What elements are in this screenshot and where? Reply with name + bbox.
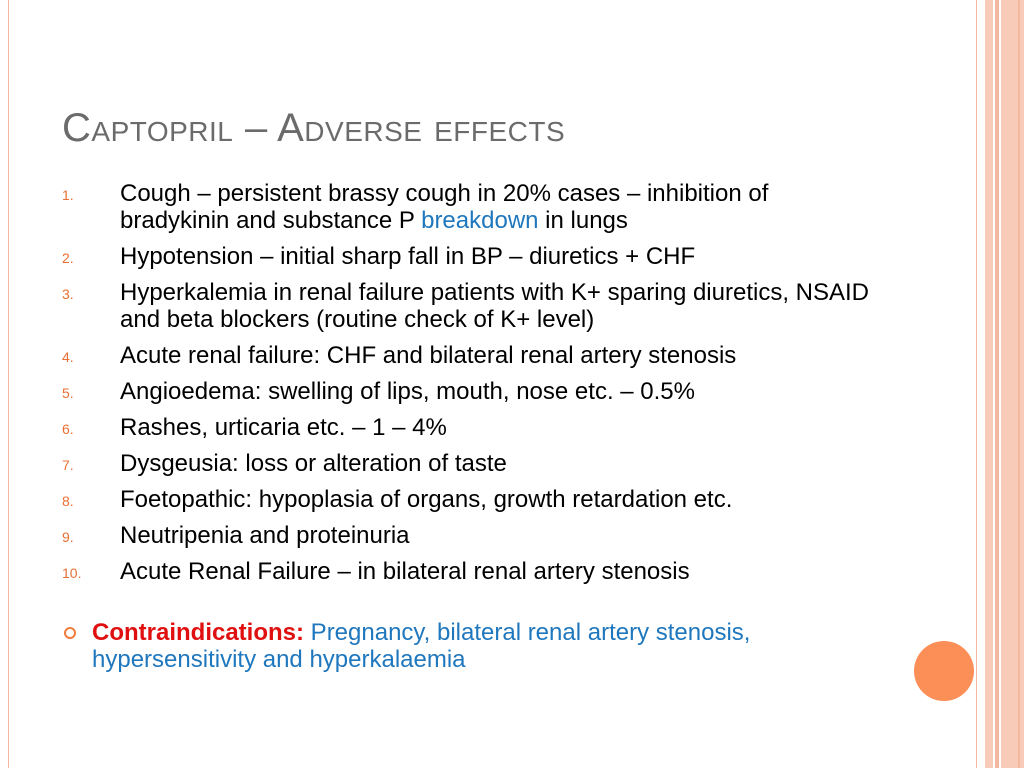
item-text: in lungs [538, 207, 628, 234]
list-item [62, 243, 882, 270]
contraindications-label: Contraindications: [92, 619, 305, 646]
right-decorative-band [1018, 0, 1020, 768]
list-number: 9. [62, 529, 74, 545]
contraindications-bullet [62, 619, 912, 673]
list-item [62, 414, 882, 441]
list-item [62, 378, 882, 405]
orange-circle-decoration [914, 641, 974, 701]
list-number: 10. [62, 565, 82, 581]
item-text: Angioedema: swelling of lips, mouth, nose etc. – 0.5% [120, 378, 695, 405]
list-number: 8. [62, 493, 74, 509]
highlighted-word: breakdown [421, 207, 539, 234]
list-number: 2. [62, 250, 74, 266]
item-text: Hyperkalemia in renal failure patients with K+ sparing diuretics, NSAID and beta blockers (routine check of K+ level) [120, 279, 870, 333]
item-text: Cough – persistent brassy cough in 20% cases – inhibition of bradykinin and substance P [120, 180, 769, 234]
right-decorative-band [995, 0, 999, 768]
contraindications-text: Pregnancy, bilateral renal artery stenosis, hypersensitivity and hyperkalaemia [92, 619, 751, 673]
list-item [62, 450, 882, 477]
list-item [62, 522, 882, 549]
right-decorative-band [1001, 0, 1024, 768]
left-border-line [8, 0, 9, 768]
list-item [62, 279, 882, 333]
item-text: Hypotension – initial sharp fall in BP – diuretics + CHF [120, 243, 696, 270]
item-text: Dysgeusia: loss or alteration of taste [120, 450, 507, 477]
hollow-circle-bullet-icon [64, 627, 76, 639]
item-text: Acute Renal Failure – in bilateral renal artery stenosis [120, 558, 690, 585]
list-item [62, 180, 882, 234]
adverse-effects-list [62, 180, 882, 594]
item-text: Rashes, urticaria etc. – 1 – 4% [120, 414, 447, 441]
list-number: 7. [62, 457, 74, 473]
list-item [62, 486, 882, 513]
list-number: 4. [62, 349, 74, 365]
list-item [62, 342, 882, 369]
item-text: Acute renal failure: CHF and bilateral renal artery stenosis [120, 342, 737, 369]
item-text: Foetopathic: hypoplasia of organs, growth retardation etc. [120, 486, 733, 513]
item-text: Neutripenia and proteinuria [120, 522, 410, 549]
right-decorative-band [985, 0, 993, 768]
list-number: 3. [62, 286, 74, 302]
list-item [62, 558, 882, 585]
right-border-line [976, 0, 977, 768]
slide-title: Captopril – Adverse effects [62, 106, 566, 150]
list-number: 1. [62, 187, 74, 203]
list-number: 6. [62, 421, 74, 437]
list-number: 5. [62, 385, 74, 401]
